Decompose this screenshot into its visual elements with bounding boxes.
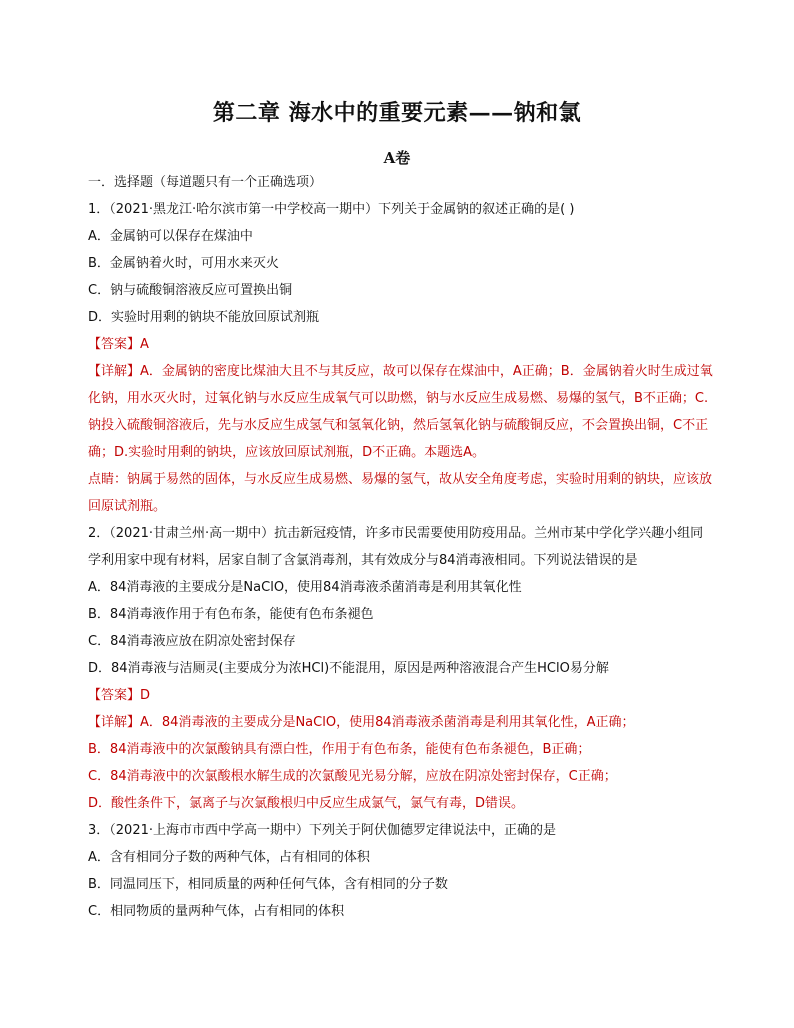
section-heading: 一．选择题（每道题只有一个正确选项） — [88, 175, 323, 190]
question-1-detail-line-4: 确；D.实验时用剩的钠块，应该放回原试剂瓶，D不正确。本题选A。 — [88, 445, 486, 460]
question-1-note-line-2: 回原试剂瓶。 — [88, 499, 167, 514]
question-1-detail-line-3: 钠投入硫酸铜溶液后，先与水反应生成氢气和氢氧化钠，然后氢氧化钠与硫酸铜反应，不会置换出铜，C不正 — [88, 418, 709, 433]
question-2-detail-line-2: B．84消毒液中的次氯酸钠具有漂白性，作用于有色布条，能使有色布条褪色，B正确； — [88, 742, 591, 757]
detail-text: A．84消毒液的主要成分是NaClO，使用84消毒液杀菌消毒是利用其氧化性，A正确； — [140, 715, 635, 730]
question-2-detail-line-1 — [88, 714, 728, 732]
question-3-option-b: B．同温同压下，相同质量的两种任何气体，含有相同的分子数 — [88, 877, 448, 892]
question-2-option-a: A．84消毒液的主要成分是NaClO，使用84消毒液杀菌消毒是利用其氧化性 — [88, 580, 522, 595]
question-1-stem: 1．（2021·黑龙江·哈尔滨市第一中学校高一期中）下列关于金属钠的叙述正确的是( ) — [88, 202, 575, 217]
question-3-option-a: A．含有相同分子数的两种气体，占有相同的体积 — [88, 850, 370, 865]
question-1-option-c: C．钠与硫酸铜溶液反应可置换出铜 — [88, 283, 293, 298]
question-1-option-d: D．实验时用剩的钠块不能放回原试剂瓶 — [88, 310, 320, 325]
question-2-option-d: D．84消毒液与洁厕灵(主要成分为浓HCl)不能混用，原因是两种溶液混合产生HClO易分解 — [88, 661, 609, 676]
question-2-option-c: C．84消毒液应放在阴凉处密封保存 — [88, 634, 296, 649]
question-1-answer — [88, 336, 728, 354]
answer-tag: 【答案】 — [88, 688, 141, 703]
chapter-title: 第二章 海水中的重要元素——钠和氯 — [212, 100, 582, 126]
answer-tag: 【答案】 — [88, 337, 141, 352]
question-1-detail-line-1 — [88, 363, 728, 381]
question-2-stem-line-2: 学利用家中现有材料，居家自制了含氯消毒剂，其有效成分与84消毒液相同。下列说法错误的是 — [88, 553, 638, 568]
question-2-option-b: B．84消毒液作用于有色布条，能使有色布条褪色 — [88, 607, 374, 622]
question-1-option-b: B．金属钠着火时，可用水来灭火 — [88, 256, 279, 271]
answer-value: A — [140, 337, 149, 352]
question-1-option-a: A．金属钠可以保存在煤油中 — [88, 229, 253, 244]
question-1-note-line-1: 点睛：钠属于易然的固体，与水反应生成易燃、易爆的氢气，故从安全角度考虑，实验时用剩的钠块，应该放 — [88, 472, 713, 487]
question-3-stem: 3．（2021·上海市市西中学高一期中）下列关于阿伏伽德罗定律说法中，正确的是 — [88, 823, 556, 838]
question-3-option-c: C．相同物质的量两种气体，占有相同的体积 — [88, 904, 345, 919]
question-2-stem-line-1: 2．（2021·甘肃兰州·高一期中）抗击新冠疫情，许多市民需要使用防疫用品。兰州市某中学化学兴趣小组同 — [88, 526, 704, 541]
paper-section-title: A卷 — [383, 149, 411, 167]
question-2-detail-line-4: D．酸性条件下，氯离子与次氯酸根归中反应生成氯气，氯气有毒，D错误。 — [88, 796, 525, 811]
question-1-detail-line-2: 化钠，用水灭火时，过氧化钠与水反应生成氧气可以助燃，钠与水反应生成易燃、易爆的氢气，B不正确；C. — [88, 391, 709, 406]
question-2-answer — [88, 687, 728, 705]
answer-value: D — [140, 688, 151, 703]
detail-tag: 【详解】 — [88, 715, 141, 730]
question-2-detail-line-3: C．84消毒液中的次氯酸根水解生成的次氯酸见光易分解，应放在阴凉处密封保存，C正确； — [88, 769, 617, 784]
detail-text: A．金属钠的密度比煤油大且不与其反应，故可以保存在煤油中，A正确；B．金属钠着火时生成过氧 — [140, 364, 713, 379]
detail-tag: 【详解】 — [88, 364, 141, 379]
